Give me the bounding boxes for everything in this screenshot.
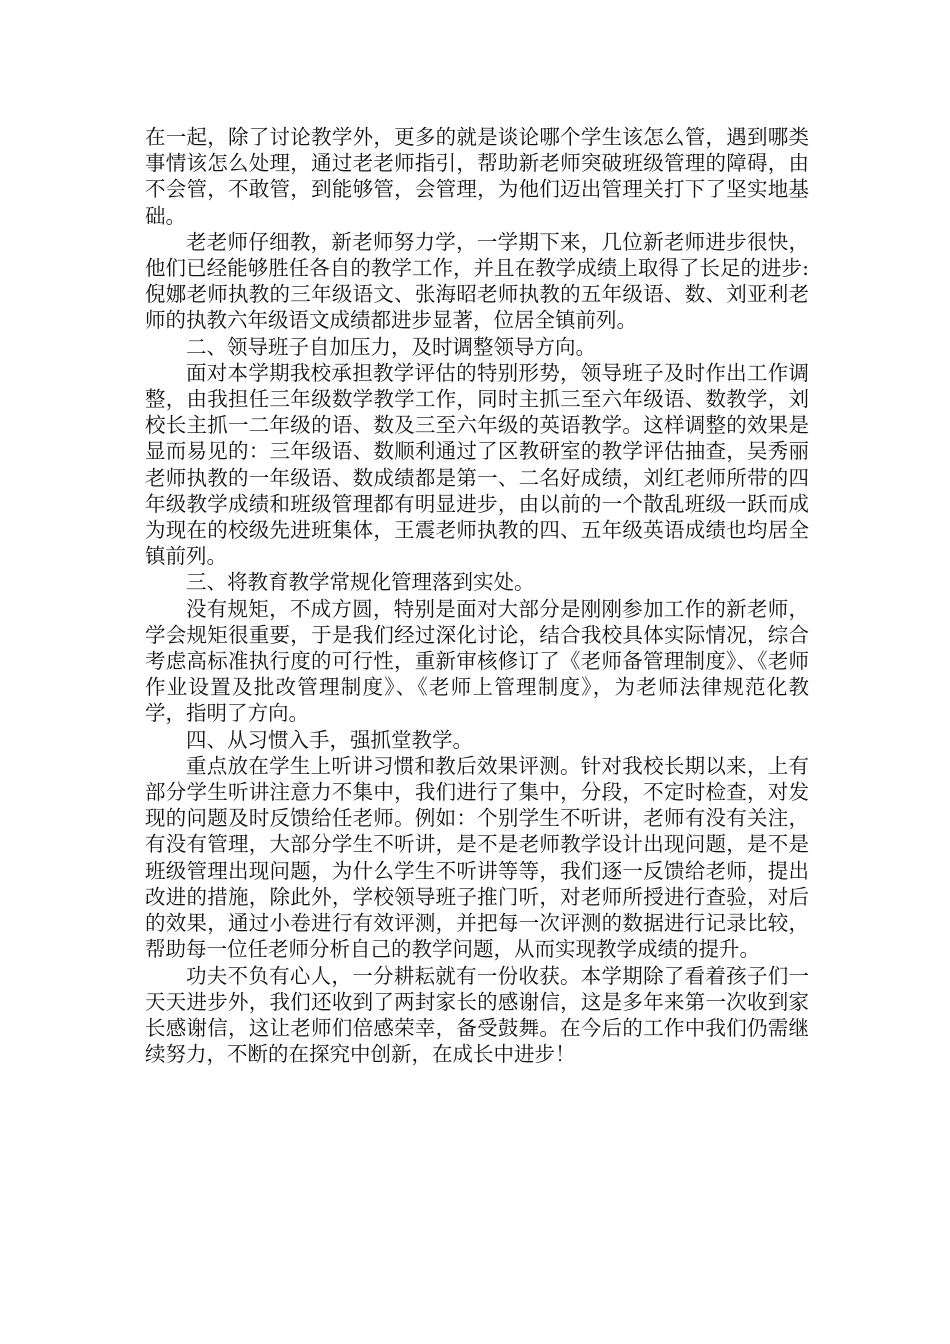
section-heading: 三、将教育教学常规化管理落到实处。 xyxy=(186,570,535,595)
body-paragraph: 没有规矩，不成方圆，特别是面对大部分是刚刚参加工作的新老师，学会规矩很重要，于是我们经过深化讨论，结合我校具体实际情况，综合考虑高标准执行度的可行性，重新审核修订了《老师备管理制度》、《老师作业设置及批改管理制度》、《老师上管理制度》，为老师法律规范化教学，指明了方向。 xyxy=(145,596,809,726)
body-paragraph: 在一起，除了讨论教学外，更多的就是谈论哪个学生该怎么管，遇到哪类事情该怎么处理，通过老老师指引，帮助新老师突破班级管理的障碍，由不会管，不敢管，到能够管，会管理，为他们迈出管理关打下了坚实地基础。 xyxy=(145,125,809,228)
section-heading: 二、领导班子自加压力，及时调整领导方向。 xyxy=(186,334,596,359)
section-heading: 四、从习惯入手，强抓堂教学。 xyxy=(186,727,473,752)
body-paragraph: 面对本学期我校承担教学评估的特别形势，领导班子及时作出工作调整，由我担任三年级数学教学工作，同时主抓三至六年级语、数教学，刘校长主抓一二年级的语、数及三至六年级的英语教学。这样调整的效果是显而易见的：三年级语、数顺利通过了区教研室的教学评估抽查，吴秀丽老师执教的一年级语、数成绩都是第一、二名好成绩，刘红老师所带的四年级教学成绩和班级管理都有明显进步，由以前的一个散乱班级一跃而成为现在的校级先进班集体，王震老师执教的四、五年级英语成绩也均居全镇前列。 xyxy=(145,360,809,569)
body-paragraph: 功夫不负有心人，一分耕耘就有一份收获。本学期除了看着孩子们一天天进步外，我们还收到了两封家长的感谢信，这是多年来第一次收到家长感谢信，这让老师们倍感荣幸，备受鼓舞。在今后的工作中我们仍需继续努力，不断的在探究中创新，在成长中进步！ xyxy=(145,963,809,1067)
body-paragraph: 老老师仔细教，新老师努力学，一学期下来，几位新老师进步很快，他们已经能够胜任各自的教学工作，并且在教学成绩上取得了长足的进步:倪娜老师执教的三年级语文、张海昭老师执教的五年级语、数、刘亚利老师的执教六年级语文成绩都进步显著，位居全镇前列。 xyxy=(145,229,809,333)
document-body xyxy=(145,124,809,1067)
body-paragraph: 重点放在学生上听讲习惯和教后效果评测。针对我校长期以来，上有部分学生听讲注意力不集中，我们进行了集中，分段，不定时检查，对发现的问题及时反馈给任老师。例如：个别学生不听讲，老师有没有关注，有没有管理，大部分学生不听讲，是不是老师教学设计出现问题，是不是班级管理出现问题，为什么学生不听讲等等，我们逐一反馈给老师，提出改进的措施，除此外，学校领导班子推门听，对老师所授进行查验，对后的效果，通过小卷进行有效评测，并把每一次评测的数据进行记录比较，帮助每一位任老师分析自己的教学问题，从而实现教学成绩的提升。 xyxy=(145,753,809,962)
